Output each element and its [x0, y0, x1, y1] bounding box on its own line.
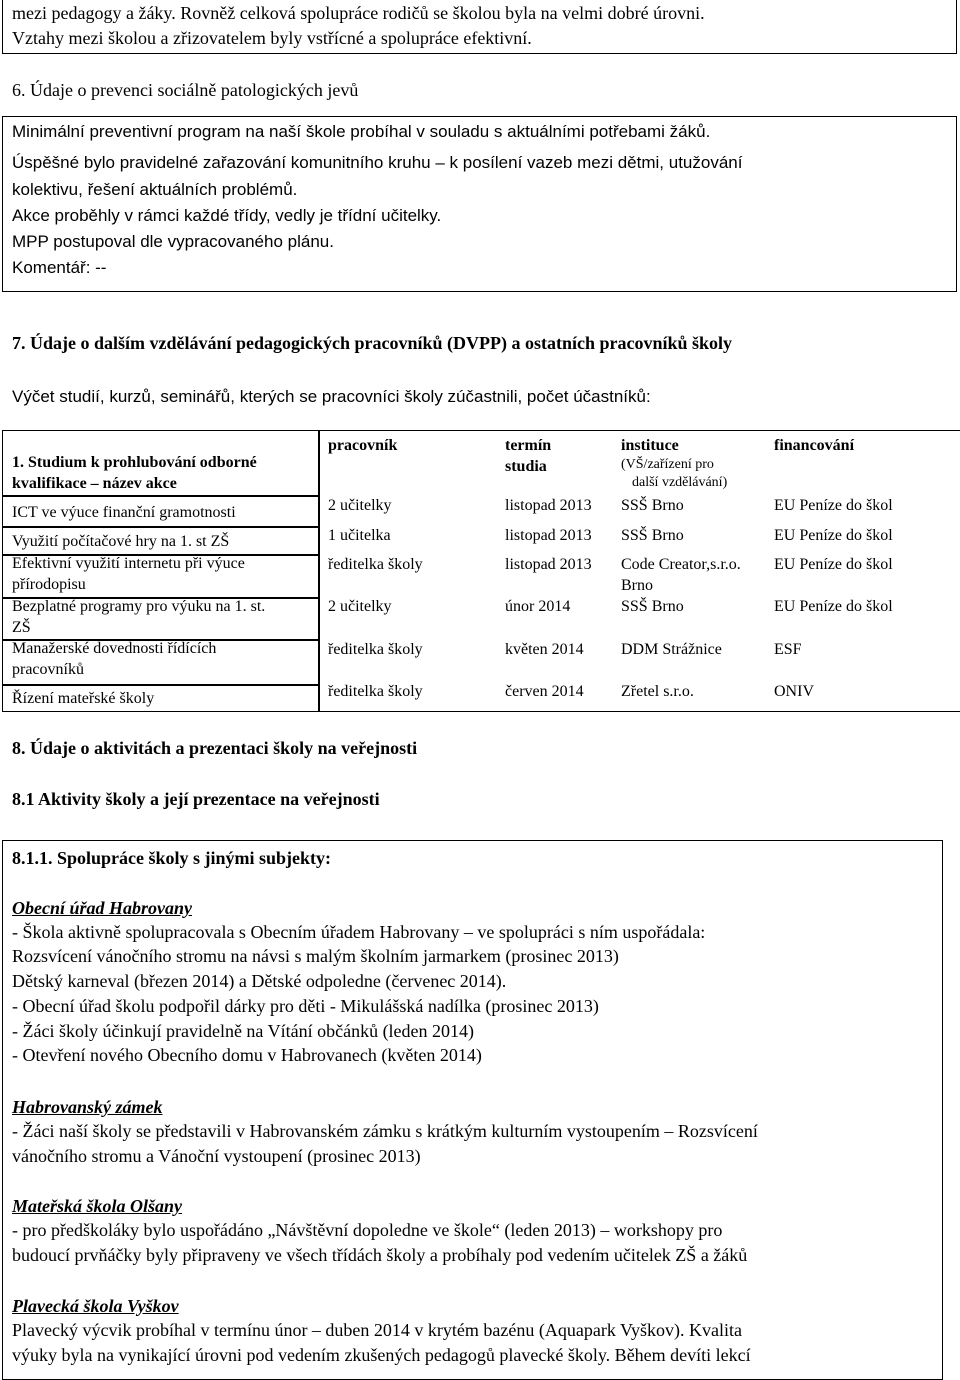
- block-line: vánočního stromu a Vánoční vystoupení (prosinec 2013): [12, 1146, 421, 1166]
- table-divider: [2, 495, 318, 497]
- col-header-instituce-note: (VŠ/zařízení pro: [621, 457, 714, 472]
- section-6-line: Akce proběhly v rámci každé třídy, vedly je třídní učitelky.: [12, 206, 442, 225]
- table-cell-instituce: SSŠ Brno: [621, 497, 684, 514]
- table-divider: [2, 684, 318, 686]
- table-row-name: Řízení mateřské školy: [12, 690, 155, 707]
- top-box-line-2: Vztahy mezi školou a zřizovatelem byly vstřícné a spolupráce efektivní.: [12, 28, 532, 48]
- block-title: Obecní úřad Habrovany: [12, 898, 192, 918]
- section-8-1-heading: 8.1 Aktivity školy a její prezentace na veřejnosti: [12, 789, 380, 809]
- block-line: - Žáci školy účinkují pravidelně na Vítání občánků (leden 2014): [12, 1021, 475, 1041]
- table-cell-instituce: Brno: [621, 577, 653, 594]
- table-cell-termin: listopad 2013: [505, 527, 592, 544]
- block-line: Dětský karneval (březen 2014) a Dětské odpoledne (červenec 2014).: [12, 971, 507, 991]
- table-cell-instituce: SSŠ Brno: [621, 598, 684, 615]
- section-7-intro: Výčet studií, kurzů, seminářů, kterých se pracovníci školy zúčastnili, počet účastníků:: [12, 387, 651, 406]
- table-cell-pracovnik: 2 učitelky: [328, 598, 392, 615]
- section-6-line: Úspěšné bylo pravidelné zařazování komunitního kruhu – k posílení vazeb mezi dětmi, utužování: [12, 153, 743, 172]
- table-row-name: Bezplatné programy pro výuku na 1. st.: [12, 598, 266, 615]
- section-6-line: MPP postupoval dle vypracovaného plánu.: [12, 232, 334, 251]
- section-8-1-1-heading: 8.1.1. Spolupráce školy s jinými subjekty:: [12, 848, 332, 868]
- table-cell-pracovnik: ředitelka školy: [328, 641, 423, 658]
- block-line: Rozsvícení vánočního stromu na návsi s malým školním jarmarkem (prosinec 2013): [12, 946, 619, 966]
- block-title: Plavecká škola Vyškov: [12, 1296, 179, 1316]
- table-divider: [318, 430, 320, 712]
- col-header-financovani: financování: [774, 437, 855, 454]
- table-cell-financovani: EU Peníze do škol: [774, 497, 893, 514]
- table-cell-pracovnik: 1 učitelka: [328, 527, 391, 544]
- table-row-name: přírodopisu: [12, 576, 86, 593]
- table-cell-instituce: Zřetel s.r.o.: [621, 683, 694, 700]
- block-line: Plavecký výcvik probíhal v termínu únor – duben 2014 v krytém bazénu (Aquapark Vyškov). Kvalita: [12, 1320, 743, 1340]
- top-box-line-1: mezi pedagogy a žáky. Rovněž celková spolupráce rodičů se školou byla na velmi dobré úrovni.: [12, 3, 705, 23]
- table-left-header: 1. Studium k prohlubování odborné: [12, 454, 257, 471]
- section-8-heading: 8. Údaje o aktivitách a prezentaci školy na veřejnosti: [12, 738, 418, 758]
- block-line: - Žáci naší školy se představili v Habrovanském zámku s krátkým kulturním vystoupením – Rozsvícení: [12, 1121, 758, 1141]
- col-header-instituce-note: další vzdělávání): [632, 475, 728, 490]
- table-cell-financovani: EU Peníze do škol: [774, 527, 893, 544]
- table-cell-pracovnik: ředitelka školy: [328, 683, 423, 700]
- table-cell-financovani: EU Peníze do škol: [774, 556, 893, 573]
- block-line: - Obecní úřad školu podpořil dárky pro děti - Mikulášská nadílka (prosinec 2013): [12, 996, 599, 1016]
- block-line: - Škola aktivně spolupracovala s Obecním úřadem Habrovany – ve spolupráci s ním uspořádala:: [12, 922, 706, 942]
- section-7-heading: 7. Údaje o dalším vzdělávání pedagogických pracovníků (DVPP) a ostatních pracovníků školy: [12, 333, 733, 353]
- table-row-name: Efektivní využití internetu při výuce: [12, 555, 245, 572]
- section-6-line: Minimální preventivní program na naší škole probíhal v souladu s aktuálními potřebami žáků.: [12, 122, 711, 141]
- table-cell-termin: červen 2014: [505, 683, 584, 700]
- block-title: Mateřská škola Olšany: [12, 1196, 183, 1216]
- table-cell-instituce: DDM Strážnice: [621, 641, 722, 658]
- table-cell-pracovnik: 2 učitelky: [328, 497, 392, 514]
- col-header-termin: termín: [505, 437, 552, 454]
- section-6-line: kolektivu, řešení aktuálních problémů.: [12, 180, 298, 199]
- table-cell-instituce: SSŠ Brno: [621, 527, 684, 544]
- table-cell-financovani: ESF: [774, 641, 802, 658]
- table-cell-financovani: ONIV: [774, 683, 814, 700]
- section-6-heading: 6. Údaje o prevenci sociálně patologických jevů: [12, 80, 359, 100]
- table-divider: [2, 526, 318, 528]
- col-header-instituce: instituce: [621, 437, 679, 454]
- table-cell-financovani: EU Peníze do škol: [774, 598, 893, 615]
- table-left-header: kvalifikace – název akce: [12, 475, 177, 492]
- table-cell-termin: listopad 2013: [505, 556, 592, 573]
- table-row-name: ICT ve výuce finanční gramotnosti: [12, 504, 236, 521]
- table-cell-instituce: Code Creator,s.r.o.: [621, 556, 741, 573]
- block-line: - pro předškoláky bylo uspořádáno „Návštěvní dopoledne ve škole“ (leden 2013) – workshopy pro: [12, 1220, 723, 1240]
- table-row-name: pracovníků: [12, 661, 84, 678]
- table-row-name: ZŠ: [12, 619, 31, 636]
- table-row-name: Využití počítačové hry na 1. st ZŠ: [12, 533, 230, 550]
- block-line: budoucí prvňáčky byly připraveny ve všech třídách školy a probíhaly pod vedením učitelek ZŠ a žáků: [12, 1245, 748, 1265]
- table-cell-termin: květen 2014: [505, 641, 584, 658]
- table-cell-termin: listopad 2013: [505, 497, 592, 514]
- block-line: výuky byla na vynikající úrovni pod vedením zkušených pedagogů plavecké školy. Během devíti lekcí: [12, 1345, 751, 1365]
- section-6-box: [2, 116, 957, 292]
- col-header-pracovnik: pracovník: [328, 437, 398, 454]
- section-6-comment: Komentář: --: [12, 258, 107, 277]
- table-cell-pracovnik: ředitelka školy: [328, 556, 423, 573]
- block-line: - Otevření nového Obecního domu v Habrovanech (květen 2014): [12, 1045, 482, 1065]
- table-cell-termin: únor 2014: [505, 598, 571, 615]
- col-header-termin: studia: [505, 458, 547, 475]
- block-title: Habrovanský zámek: [12, 1097, 163, 1117]
- table-row-name: Manažerské dovednosti řídících: [12, 640, 217, 657]
